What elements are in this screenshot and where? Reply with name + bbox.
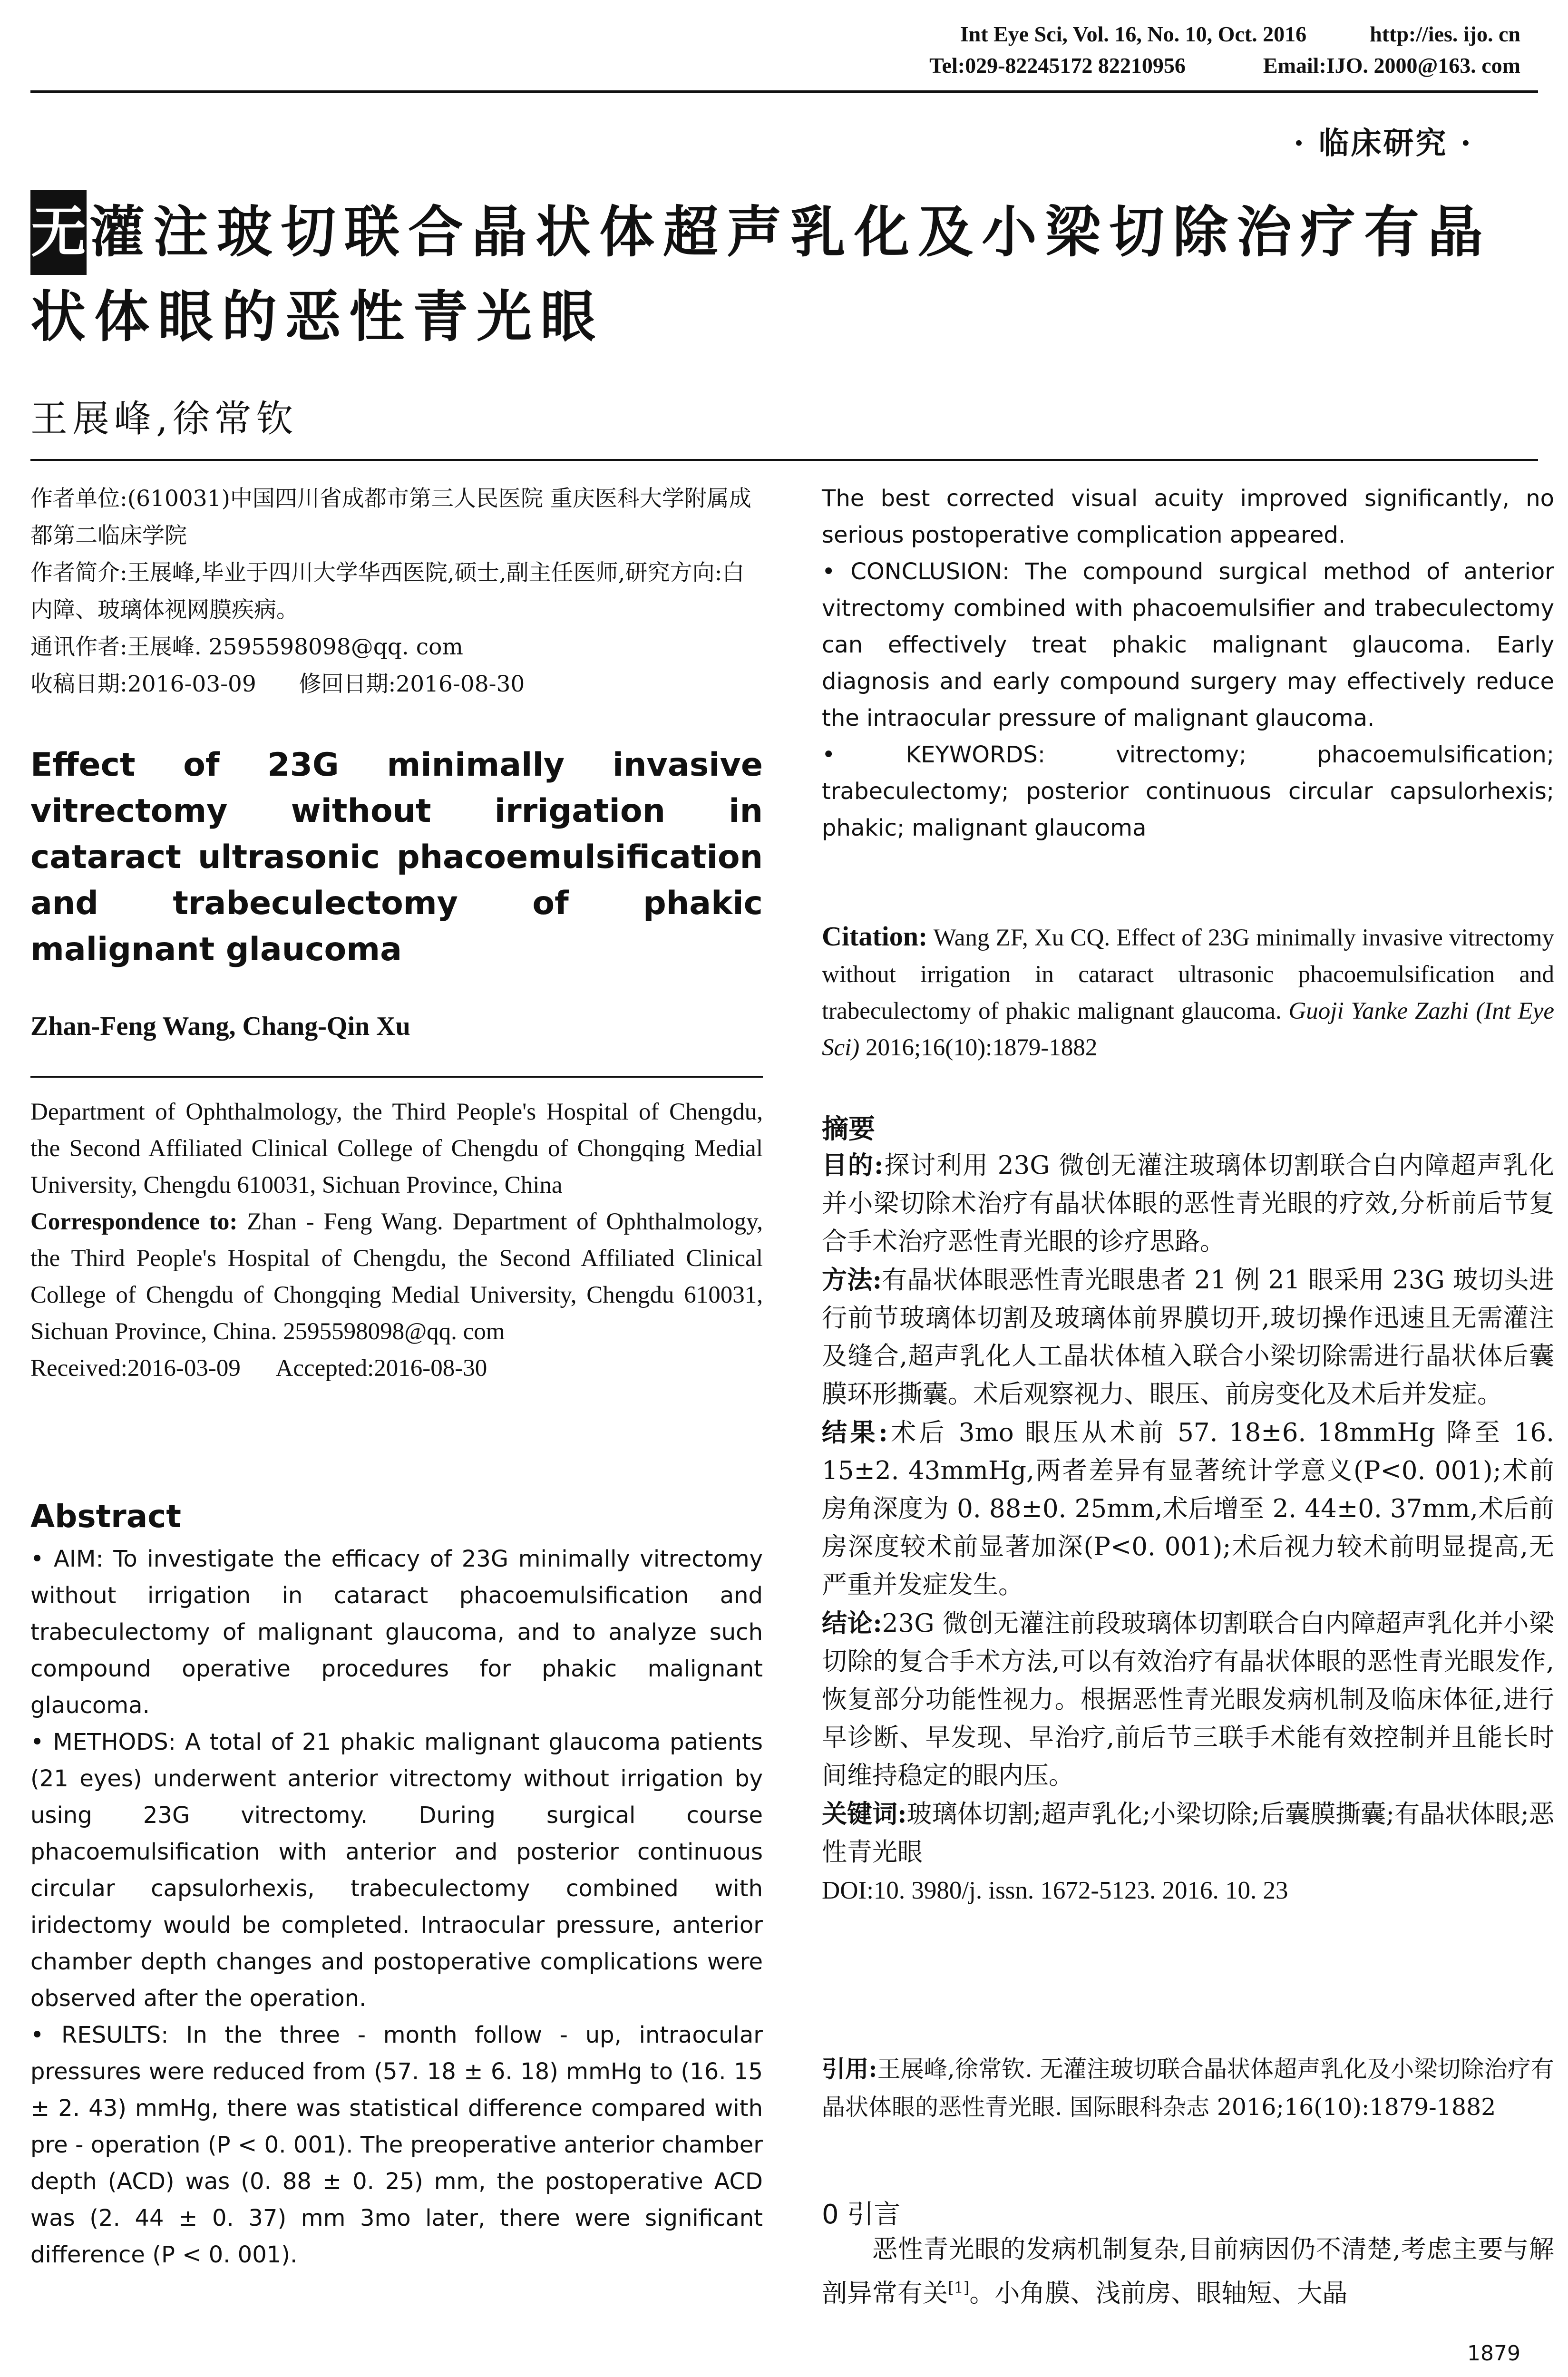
citation-text: Wang ZF, Xu CQ. Effect of 23G minimally invasive vitrectomy without irrigation in cataract ultrasonic phacoemulsification and trabeculectomy of phakic malignant glaucoma. [822, 925, 1554, 1024]
cn-aim-text: 探讨利用 23G 微创无灌注玻璃体切割联合白内障超声乳化并小梁切除术治疗有晶状体眼的恶性青光眼的疗效,分析前后节复合手术治疗恶性青光眼的诊疗思路。 [822, 1151, 1554, 1256]
en-authors-rule [30, 1076, 763, 1078]
cn-conclusion [822, 1604, 1554, 1795]
cn-citation-label: 引用: [822, 2055, 877, 2083]
abstract-keywords: • KEYWORDS: vitrectomy; phacoemulsification; trabeculectomy; posterior continuous circular capsulorhexis; phakic; malignant glaucoma [822, 741, 1554, 841]
cn-methods-text: 有晶状体眼恶性青光眼患者 21 例 21 眼采用 23G 玻切头进行前节玻璃体切割及玻璃体前界膜切开,玻切操作迅速且无需灌注及缝合,超声乳化人工晶状体植入联合小梁切除需进行晶状体后囊膜环形撕囊。术后观察视力、眼压、前房变化及术后并发症。 [822, 1266, 1554, 1409]
cn-results-text: 术后 3mo 眼压从术前 57. 18±6. 18mmHg 降至 16. 15±2. 43mmHg,两者差异有显著统计学意义(P<0. 001);术前房角深度为 0. 88±0. 25mm,术后增至 2. 44±0. 37mm,术后前房深度较术前显著加深(P<0. 001);术后视力较术前明显提高,无严重并发症发生。 [822, 1418, 1554, 1599]
author-unit: 作者单位:(610031)中国四川省成都市第三人民医院 重庆医科大学附属成都第二临床学院 [30, 486, 751, 549]
abstract-results-cont: The best corrected visual acuity improved significantly, no serious postoperative complication appeared. [822, 485, 1554, 548]
cn-methods [822, 1261, 1554, 1413]
journal-email[interactable]: Email:IJO. 2000@163. com [1263, 53, 1520, 78]
cn-keywords [822, 1795, 1554, 1871]
english-title: Effect of 23G minimally invasive vitrectomy without irrigation in cataract ultrasonic phacoemulsification and trabeculectomy of phakic malignant glaucoma [30, 746, 763, 968]
citation-label: Citation: [822, 921, 928, 952]
citation-journal: Guoji Yanke Zazhi (Int Eye Sci) [822, 998, 1554, 1061]
authors-cn: 王展峰,徐常钦 [30, 398, 298, 440]
contact-header [929, 52, 1520, 79]
cn-abstract-body [822, 1146, 1554, 1909]
cn-results [822, 1413, 1554, 1604]
cn-aim-label: 目的: [822, 1150, 884, 1180]
intro-heading: 0 引言 [822, 2199, 901, 2230]
title-mark: 无 [30, 190, 87, 275]
journal-url[interactable]: http://ies. ijo. cn [1370, 22, 1520, 46]
cn-results-label: 结果: [822, 1418, 888, 1447]
author-info-cn [30, 480, 763, 703]
abstract-heading: Abstract [30, 1498, 181, 1535]
intro-paragraph [822, 2231, 1554, 2313]
journal-tel: Tel:029-82245172 82210956 [929, 53, 1186, 78]
header-rule [30, 90, 1538, 93]
english-authors: Zhan-Feng Wang, Chang-Qin Xu [30, 1012, 410, 1041]
article-title [30, 190, 1538, 360]
authors-rule [30, 459, 1538, 461]
cn-doi[interactable]: DOI:10. 3980/j. issn. 1672-5123. 2016. 10. 23 [822, 1877, 1288, 1904]
journal-line: Int Eye Sci, Vol. 16, No. 10, Oct. 2016 [960, 22, 1307, 46]
english-affiliation-block [30, 1094, 763, 1387]
cn-methods-label: 方法: [822, 1265, 882, 1295]
citation-ref: 2016;16(10):1879-1882 [866, 1034, 1098, 1061]
abstract-en-right [822, 480, 1554, 847]
title-text: 灌注玻切联合晶状体超声乳化及小梁切除治疗有晶状体眼的恶性青光眼 [30, 200, 1491, 349]
cn-citation [822, 2050, 1554, 2126]
cn-abstract-heading: 摘要 [822, 1114, 875, 1145]
cn-citation-text: 王展峰,徐常钦. 无灌注玻切联合晶状体超声乳化及小梁切除治疗有晶状体眼的恶性青光眼. 国际眼科杂志 2016;16(10):1879-1882 [822, 2056, 1554, 2121]
correspondence-label: Correspondence to: [30, 1208, 238, 1235]
cn-conclusion-label: 结论: [822, 1608, 882, 1638]
cn-conclusion-text: 23G 微创无灌注前段玻璃体切割联合白内障超声乳化并小梁切除的复合手术方法,可以有效治疗有晶状体眼的恶性青光眼发作,恢复部分功能性视力。根据恶性青光眼发病机制及临床体征,进行早诊断、早发现、早治疗,前后节三联手术能有效控制并且能长时间维持稳定的眼内压。 [822, 1609, 1554, 1790]
author-dates: 收稿日期:2016-03-09 修回日期:2016-08-30 [30, 671, 525, 697]
abstract-results: • RESULTS: In the three - month follow - up, intraocular pressures were reduced from (57. 18 ± 6. 18) mmHg to (16. 15 ± 2. 43) mmHg, there was statistical difference compared with pre - operation (P < 0. 001). The preoperative anterior chamber depth (ACD) was (0. 88 ± 0. 25) mm, the postoperative ACD was (2. 44 ± 0. 37) mm 3mo later, there were significant difference (P < 0. 001). [30, 2022, 763, 2268]
english-affiliation: Department of Ophthalmology, the Third People's Hospital of Chengdu, the Second Affiliated Clinical College of Chengdu of Chongqing Medial University, Chengdu 610031, Sichuan Province, China [30, 1099, 763, 1198]
abstract-en-left [30, 1541, 763, 2273]
author-correspondence: 通讯作者:王展峰. 2595598098@qq. com [30, 634, 463, 660]
cn-aim [822, 1146, 1554, 1261]
intro-text: 恶性青光眼的发病机制复杂,目前病因仍不清楚,考虑主要与解剖异常有关 [822, 2235, 1554, 2308]
english-dates: Received:2016-03-09 Accepted:2016-08-30 [30, 1355, 487, 1382]
section-tag: · 临床研究 · [1293, 126, 1473, 161]
intro-text-cont: 。小角膜、浅前房、眼轴短、大晶 [969, 2279, 1348, 2308]
citation-en [822, 918, 1554, 1066]
cn-keywords-label: 关键词: [822, 1799, 907, 1829]
author-bio: 作者简介:王展峰,毕业于四川大学华西医院,硕士,副主任医师,研究方向:白内障、玻璃体视网膜疾病。 [30, 560, 745, 623]
abstract-methods: • METHODS: A total of 21 phakic malignant glaucoma patients (21 eyes) underwent anterior vitrectomy without irrigation by using 23G vitrectomy. During surgical course phacoemulsification with anterior and posterior continuous circular capsulorhexis, trabeculectomy combined with iridectomy would be completed. Intraocular pressure, anterior chamber depth changes and postoperative complications were observed after the operation. [30, 1729, 763, 2012]
page-number: 1879 [1467, 2341, 1520, 2366]
abstract-conclusion: • CONCLUSION: The compound surgical method of anterior vitrectomy combined with phacoemulsifier and trabeculectomy can effectively treat phakic malignant glaucoma. Early diagnosis and early compound surgery may effectively reduce the intraocular pressure of malignant glaucoma. [822, 558, 1554, 731]
abstract-aim: • AIM: To investigate the efficacy of 23G minimally vitrectomy without irrigation in cataract phacoemulsification and trabeculectomy of malignant glaucoma, and to analyze such compound operative procedures for phakic malignant glaucoma. [30, 1546, 763, 1719]
english-correspondence: Zhan - Feng Wang. Department of Ophthalmology, the Third People's Hospital of Chengdu, the Second Affiliated Clinical College of Chengdu of Chongqing Medial University, Chengdu 610031, Sichuan Province, China. 2595598098@qq. com [30, 1208, 763, 1345]
intro-ref[interactable]: [1] [948, 2279, 970, 2297]
english-correspondence-block [30, 1204, 763, 1350]
cn-keywords-text: 玻璃体切割;超声乳化;小梁切除;后囊膜撕囊;有晶状体眼;恶性青光眼 [822, 1800, 1554, 1867]
running-header [960, 21, 1520, 48]
